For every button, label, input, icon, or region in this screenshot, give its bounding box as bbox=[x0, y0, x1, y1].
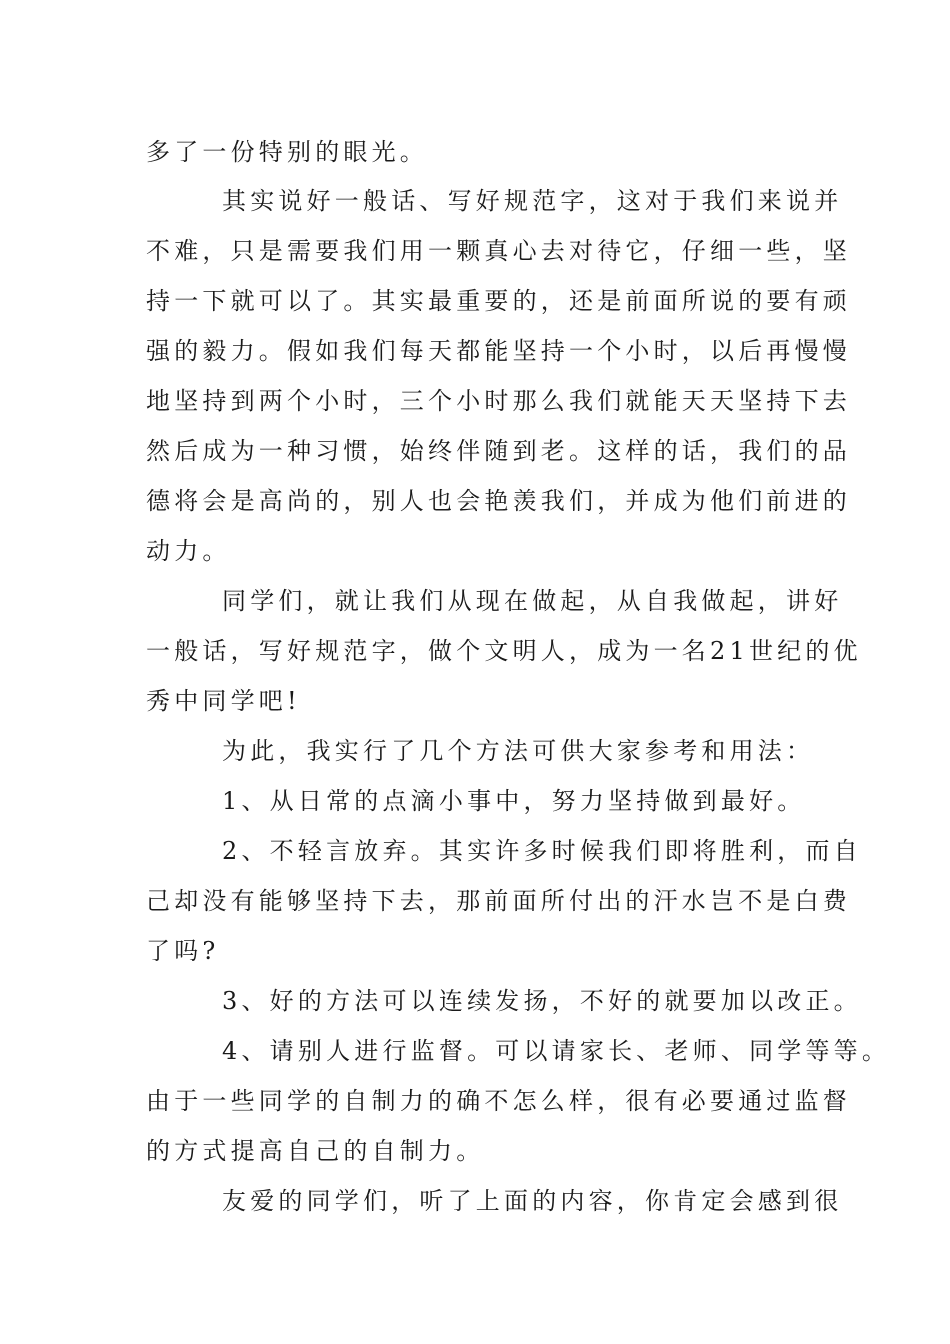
text-line: 强的毅力。假如我们每天都能坚持一个小时，以后再慢慢 bbox=[146, 337, 851, 365]
text-line: 由于一些同学的自制力的确不怎么样，很有必要通过监督 bbox=[146, 1087, 851, 1115]
list-item-4: 4、请别人进行监督。可以请家长、老师、同学等等。 bbox=[222, 1037, 891, 1065]
paragraph-start-line: 友爱的同学们，听了上面的内容，你肯定会感到很 bbox=[222, 1187, 843, 1215]
text-line: 地坚持到两个小时，三个小时那么我们就能天天坚持下去 bbox=[146, 387, 851, 415]
list-item-2: 2、不轻言放弃。其实许多时候我们即将胜利，而自 bbox=[222, 837, 862, 865]
text-line: 己却没有能够坚持下去，那前面所付出的汗水岂不是白费 bbox=[146, 887, 851, 915]
paragraph-start-line: 为此，我实行了几个方法可供大家参考和用法： bbox=[222, 737, 815, 765]
text-line: 了吗? bbox=[146, 937, 220, 965]
text-line: 的方式提高自己的自制力。 bbox=[146, 1137, 485, 1165]
list-item-3: 3、好的方法可以连续发扬，不好的就要加以改正。 bbox=[222, 987, 862, 1015]
paragraph-start-line: 同学们，就让我们从现在做起，从自我做起，讲好 bbox=[222, 587, 843, 615]
text-line: 德将会是高尚的，别人也会艳羡我们，并成为他们前进的 bbox=[146, 487, 851, 515]
text-line: 秀中同学吧! bbox=[146, 687, 301, 715]
text-line: 动力。 bbox=[146, 537, 231, 565]
text-line: 然后成为一种习惯，始终伴随到老。这样的话，我们的品 bbox=[146, 437, 851, 465]
text-line: 持一下就可以了。其实最重要的，还是前面所说的要有顽 bbox=[146, 287, 851, 315]
paragraph-start-line: 其实说好一般话、写好规范字，这对于我们来说并 bbox=[222, 187, 843, 215]
list-item-1: 1、从日常的点滴小事中，努力坚持做到最好。 bbox=[222, 787, 806, 815]
text-line: 不难，只是需要我们用一颗真心去对待它，仔细一些，坚 bbox=[146, 237, 851, 265]
text-line: 一般话，写好规范字，做个文明人，成为一名21世纪的优 bbox=[146, 637, 862, 665]
text-line: 多了一份特别的眼光。 bbox=[146, 138, 428, 166]
